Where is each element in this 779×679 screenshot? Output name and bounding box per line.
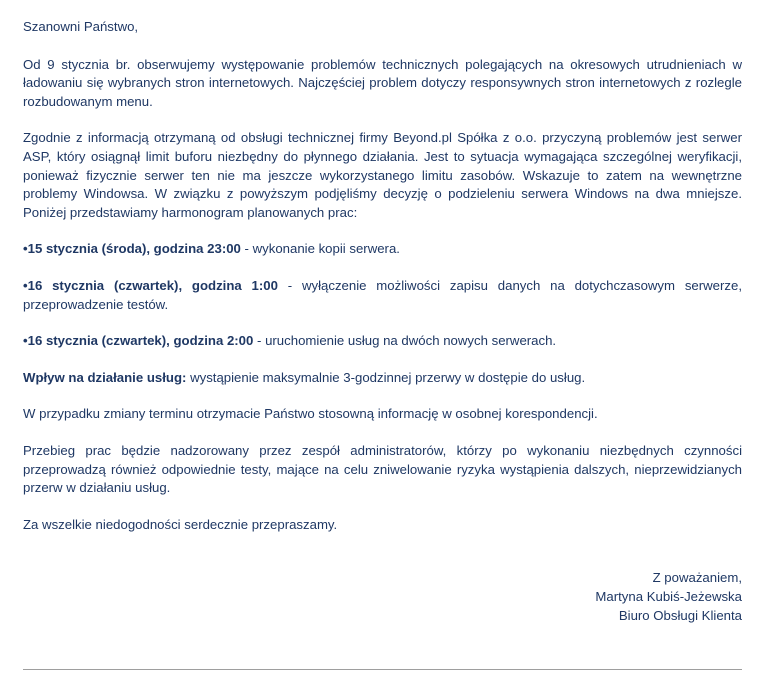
schedule-item-date: •16 stycznia (czwartek), godzina 2:00 bbox=[23, 333, 254, 349]
signature-salutation: Z poważaniem, bbox=[652, 570, 742, 585]
impact-label: Wpływ na działanie usług: bbox=[23, 369, 187, 385]
paragraph-schedule-change: W przypadku zmiany terminu otrzymacie Państwo stosowną informację w osobnej korespondencji. bbox=[23, 406, 598, 422]
paragraph-cause-and-plan: Zgodnie z informacją otrzymaną od obsługi technicznej firmy Beyond.pl Spółka z o.o. przyczyną problemów jest serwer ASP, który osiągnął limit buforu niezbędny do płynnego działania. Jest to sytuacja wymagająca szczególnej weryfikacji, ponieważ fizycznie serwer ten nie ma jeszcze wykorzystanego limitu zasobów. Wskazuje to zatem na wewnętrzne problemy Windowsa. W związku z powyższym podjęliśmy decyzję o podzieleniu serwera Windows na dwa mniejsze. Poniżej przedstawiamy harmonogram planowanych prac: bbox=[23, 130, 742, 220]
signature-block bbox=[595, 568, 742, 625]
impact-description: wystąpienie maksymalnie 3-godzinnej przerwy w dostępie do usług. bbox=[186, 369, 586, 385]
signature-name: Martyna Kubiś-Jeżewska bbox=[595, 589, 742, 604]
signature-department: Biuro Obsługi Klienta bbox=[618, 608, 742, 623]
letter-body bbox=[23, 18, 742, 552]
schedule-item-description: - wyłączenie możliwości zapisu danych na dotychczasowym serwerze, przeprowadzenie testów. bbox=[23, 277, 742, 312]
schedule-item-date: •16 stycznia (czwartek), godzina 1:00 bbox=[23, 277, 278, 293]
paragraph-supervision: Przebieg prac będzie nadzorowany przez zespół administratorów, którzy po wykonaniu niezbędnych czynności przeprowadzą również odpowiednie testy, mające na celu zniwelowanie ryzyka wystąpienia dalszych, nieprzewidzianych przerw w działaniu usług. bbox=[23, 442, 742, 496]
schedule-item bbox=[23, 240, 742, 259]
schedule-item-description: - uruchomienie usług na dwóch nowych serwerach. bbox=[253, 333, 557, 349]
schedule-item bbox=[23, 277, 742, 314]
paragraph-problem-description: Od 9 stycznia br. obserwujemy występowanie problemów technicznych polegających na okresowych utrudnieniach w ładowaniu się wybranych stron internetowych. Najczęściej problem dotyczy responsywnych stron internetowych z rozlegle rozbudowanym menu. bbox=[23, 56, 742, 109]
schedule-item-date: •15 stycznia (środa), godzina 23:00 bbox=[23, 241, 241, 257]
schedule-item-description: - wykonanie kopii serwera. bbox=[240, 241, 400, 257]
paragraph-apology: Za wszelkie niedogodności serdecznie przepraszamy. bbox=[23, 516, 338, 532]
schedule-item bbox=[23, 332, 742, 351]
footer-divider bbox=[23, 669, 742, 670]
greeting: Szanowni Państwo, bbox=[23, 19, 139, 34]
impact-statement bbox=[23, 369, 742, 388]
